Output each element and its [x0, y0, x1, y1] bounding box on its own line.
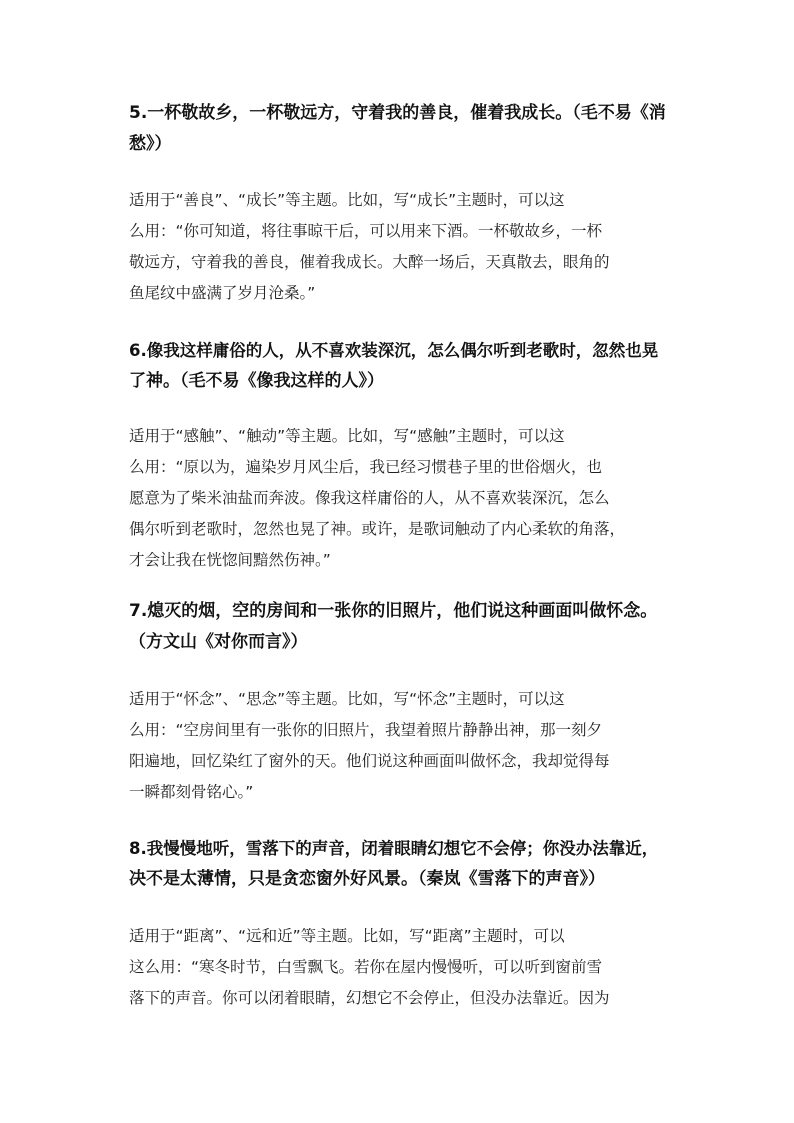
body-line: 适用于“怀念”、“思念”等主题。比如，写“怀念”主题时，可以这	[129, 690, 565, 708]
body-line: 适用于“距离”、“远和近”等主题。比如，写“距离”主题时，可以	[129, 927, 565, 945]
heading-line: 6.像我这样庸俗的人，从不喜欢装深沉，怎么偶尔听到老歌时，忽然也晃	[129, 341, 659, 360]
body-line: 愿意为了柴米油盐而奔波。像我这样庸俗的人，从不喜欢装深沉，怎么	[129, 489, 610, 507]
heading-line: 8.我慢慢地听，雪落下的声音，闭着眼睛幻想它不会停；你没办法靠近，	[129, 839, 659, 858]
body-line: 么用：“原以为，遍染岁月风尘后，我已经习惯巷子里的世俗烟火，也	[129, 458, 603, 476]
heading-line: 7.熄灭的烟，空的房间和一张你的旧照片，他们说这种画面叫做怀念。	[129, 601, 658, 621]
body-line: 偶尔听到老歌时，忽然也晃了神。或许，是歌词触动了内心柔软的角落，	[129, 520, 626, 538]
heading-line: 了神。（毛不易《像我这样的人》）	[129, 371, 384, 391]
body-line: 这么用：“寒冬时节，白雪飘飞。若你在屋内慢慢听，可以听到窗前雪	[129, 958, 603, 976]
body-line: 才会让我在恍惚间黯然伤神。”	[129, 551, 331, 569]
body-line: 么用：“空房间里有一张你的旧照片，我望着照片静静出神，那一刻夕	[129, 721, 603, 739]
heading-line: 5.一杯敬故乡，一杯敬远方，守着我的善良，催着我成长。（毛不易《消	[129, 103, 666, 123]
heading-line: （方文山《对你而言》）	[129, 632, 308, 652]
heading-line: 愁》）	[129, 134, 172, 154]
heading-line: 决不是太薄情，只是贪恋窗外好风景。（秦岚《雪落下的声音》）	[129, 869, 605, 889]
body-line: 适用于“善良”、“成长”等主题。比如，写“成长”主题时，可以这	[129, 191, 565, 209]
body-line: 一瞬都刻骨铭心。”	[129, 783, 254, 801]
body-line: 鱼尾纹中盛满了岁月沧桑。”	[129, 284, 316, 302]
body-line: 敬远方，守着我的善良，催着我成长。大醉一场后，天真散去，眼角的	[129, 253, 610, 271]
body-line: 阳遍地，回忆染红了窗外的天。他们说这种画面叫做怀念，我却觉得每	[129, 752, 610, 770]
body-line: 适用于“感触”、“触动”等主题。比如，写“感触”主题时，可以这	[129, 427, 565, 445]
body-line: 么用：“你可知道，将往事晾干后，可以用来下酒。一杯敬故乡，一杯	[129, 222, 603, 240]
body-line: 落下的声音。你可以闭着眼睛，幻想它不会停止，但没办法靠近。因为	[129, 989, 610, 1007]
